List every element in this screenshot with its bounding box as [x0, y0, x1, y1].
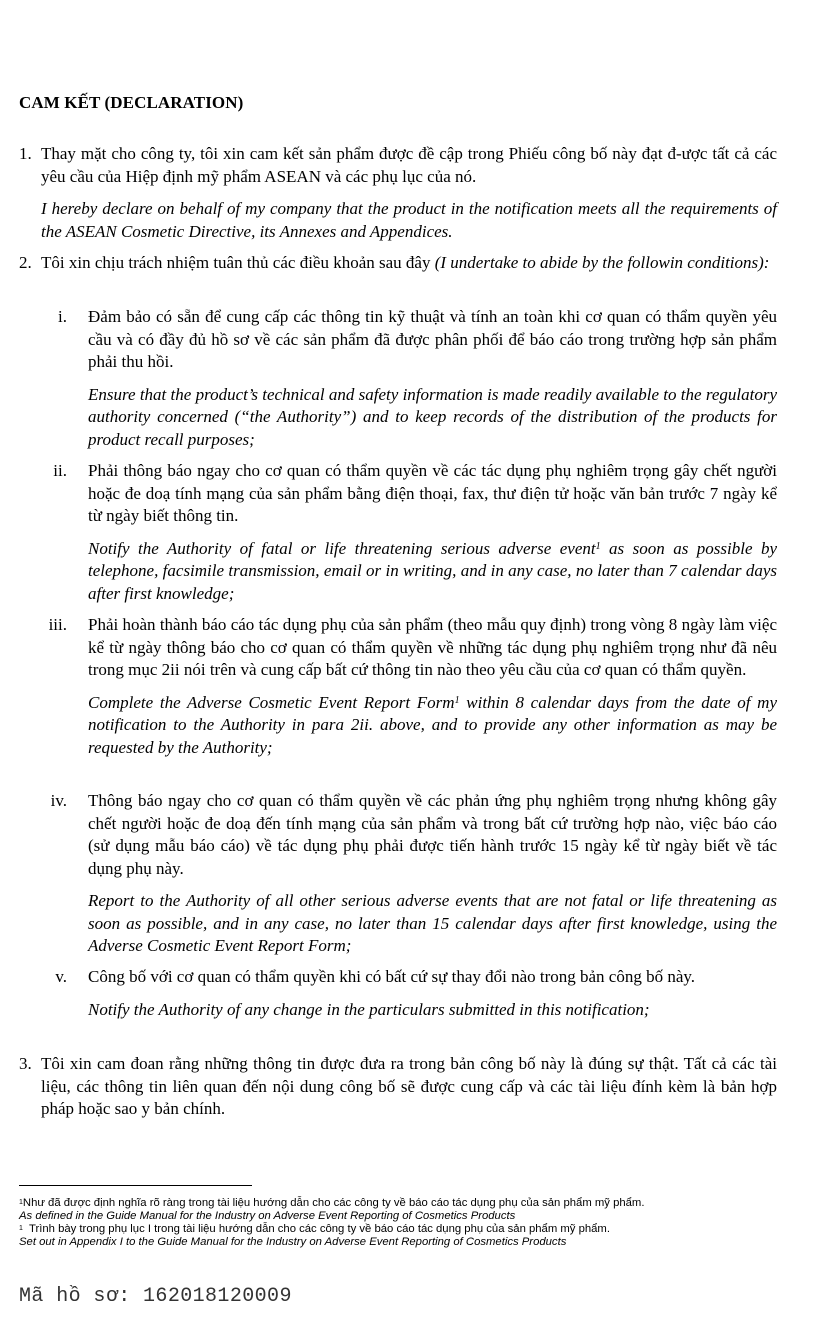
footnote-2-en: Set out in Appendix I to the Guide Manual for the Industry on Adverse Event Reporting of Cosmetics Products	[19, 1236, 567, 1248]
item-text-vi: Thay mặt cho công ty, tôi xin cam kết sản phẩm được đề cập trong Phiếu công bố này đạt đ-ược tất cả các yêu cầu của Hiệp định mỹ phẩm ASEAN và các phụ lục của nó.	[41, 144, 777, 186]
sub-item-text-vi: Phải hoàn thành báo cáo tác dụng phụ của sản phẩm (theo mẫu quy định) trong vòng 8 ngày làm việc kể từ ngày thông báo cho cơ quan có thẩm quyền về những tác dụng phụ nghiêm trọng như đã nêu trong mục 2ii nói trên và cung cấp bất cứ thông tin nào theo yêu cầu của cơ quan có thẩm quyền.	[88, 615, 777, 679]
sub-item-text-vi: Thông báo ngay cho cơ quan có thẩm quyền về các phản ứng phụ nghiêm trọng nhưng không gây chết người hoặc đe doạ đến tính mạng của sản phẩm và trong bất cứ trường hợp nào, việc báo cáo (sử dụng mẫu báo cáo) về tác dụng phụ phải được tiến hành trước 15 ngày kể từ ngày biết về tác dụng phụ này.	[88, 791, 777, 878]
sub-item-text-en: Notify the Authority of any change in the particulars submitted in this notification;	[88, 999, 650, 1019]
footnote-ref: 1	[454, 694, 460, 706]
sub-item-i	[19, 306, 777, 451]
sub-item-iii	[19, 614, 777, 759]
declaration-item-3	[19, 1053, 777, 1121]
sub-item-number: ii.	[53, 461, 67, 480]
sub-item-text-vi: Phải thông báo ngay cho cơ quan có thẩm quyền về các tác dụng phụ nghiêm trọng gây chết người hoặc đe doạ tính mạng của sản phẩm bằng điện thoại, fax, thư điện tử hoặc văn bản trước 7 ngày kể từ ngày biết thông tin.	[88, 461, 777, 525]
record-code: Mã hồ sơ: 162018120009	[19, 1285, 292, 1308]
sub-item-number: iv.	[50, 791, 67, 810]
footnote-divider	[19, 1185, 252, 1186]
sub-item-number: i.	[58, 307, 67, 326]
item-number: 1.	[19, 144, 32, 163]
declaration-item-1	[19, 143, 777, 243]
item-text-vi: Tôi xin chịu trách nhiệm tuân thủ các điều khoản sau đây	[41, 253, 431, 272]
sub-item-text-en: Ensure that the product’s technical and safety information is made readily available to the regulatory authority concerned (“the Authority”) and to keep records of the distribution of the products for product recall purposes;	[88, 384, 777, 449]
sub-item-text-vi: Công bố với cơ quan có thẩm quyền khi có bất cứ sự thay đổi nào trong bản công bố này.	[88, 967, 696, 986]
sub-item-text-vi: Đảm bảo có sẵn để cung cấp các thông tin kỹ thuật và tính an toàn khi cơ quan có thẩm quyền yêu cầu và có đầy đủ hồ sơ về các sản phẩm đã được phân phối để báo cáo trong trường hợp sản phẩm phải thu hồi.	[88, 307, 777, 371]
sub-item-number: v.	[55, 967, 67, 986]
sub-item-text-en: Notify the Authority of fatal or life threatening serious adverse event$^1$ as soon as possible by telephone, facsimile transmission, email or in writing, and in any case, no later than 7 calendar days after first knowledge;	[88, 538, 777, 603]
footnote-ref: 1	[595, 540, 601, 552]
sub-item-v	[19, 966, 777, 1021]
sub-item-ii	[19, 460, 777, 605]
item-number: 2.	[19, 253, 32, 272]
footnote-1-vi: $^1$Như đã được định nghĩa rõ ràng trong tài liệu hướng dẫn cho các công ty về báo cáo tác dụng phụ của sản phẩm mỹ phẩm.	[19, 1197, 645, 1209]
item-text-vi: Tôi xin cam đoan rằng những thông tin được đưa ra trong bản công bố này là đúng sự thật. Tất cả các tài liệu, các thông tin liên quan đến nội dung công bố sẽ được cung cấp và các tài liệu đính kèm là bản hợp pháp hoặc sao y bản chính.	[41, 1054, 777, 1118]
sub-item-text-en: Report to the Authority of all other serious adverse events that are not fatal or life threatening as soon as possible, and in any case, no later than 15 calendar days after first knowledge, using the Adverse Cosmetic Event Report Form;	[88, 891, 777, 955]
item-text	[41, 252, 777, 275]
sub-item-number: iii.	[48, 615, 67, 634]
footnote-1-en: As defined in the Guide Manual for the Industry on Adverse Event Reporting of Cosmetics Products	[19, 1210, 516, 1222]
declaration-item-2	[19, 252, 777, 275]
sub-item-text-en: Complete the Adverse Cosmetic Event Report Form$^1$ within 8 calendar days from the date of my notification to the Authority in para 2ii. above, and to provide any other information as may be requested by the Authority;	[88, 692, 777, 757]
item-number: 3.	[19, 1054, 32, 1073]
item-text-en: I hereby declare on behalf of my company that the product in the notification meets all the requirements of the ASEAN Cosmetic Directive, its Annexes and Appendices.	[41, 199, 777, 241]
sub-item-iv	[19, 790, 777, 958]
item-text-en: (I undertake to abide by the followin conditions):	[434, 253, 770, 272]
footnote-2-vi: $^1$ Trình bày trong phụ lục I trong tài liệu hướng dẫn cho các công ty về báo cáo tác dụng phụ của sản phẩm mỹ phẩm.	[19, 1223, 610, 1235]
page-title: CAM KẾT (DECLARATION)	[19, 93, 244, 112]
